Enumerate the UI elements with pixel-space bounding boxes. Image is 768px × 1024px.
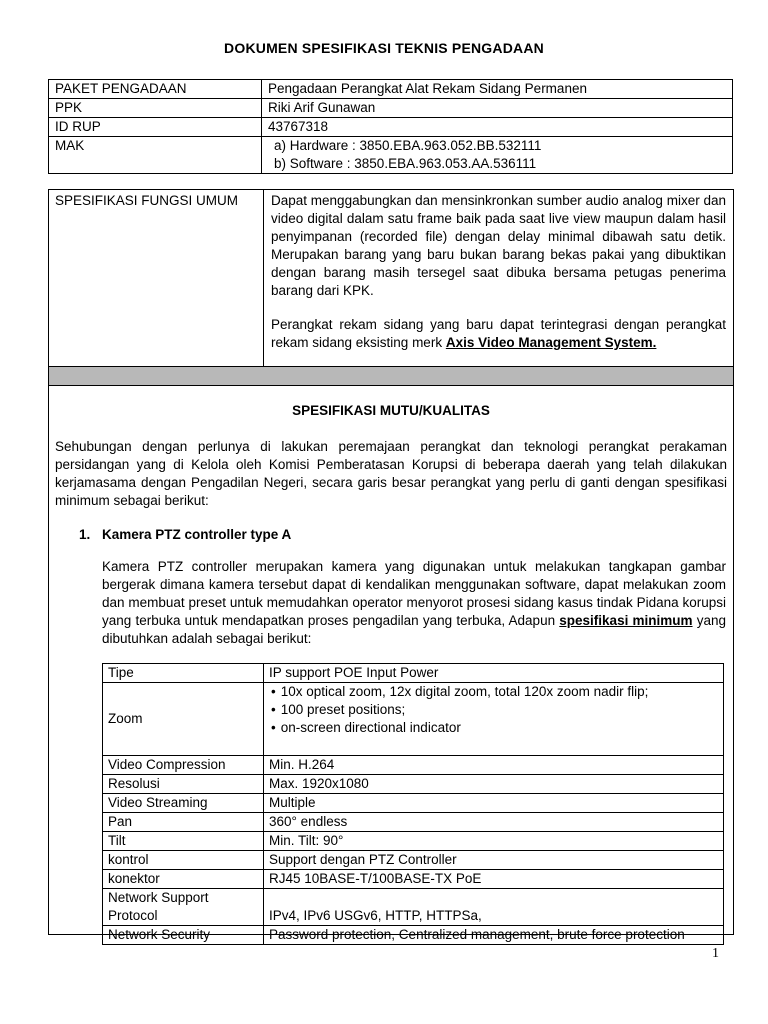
spec-value: Min. H.264: [264, 756, 724, 775]
general-function-content: [271, 192, 726, 352]
spec-value: Max. 1920x1080: [264, 775, 724, 794]
procurement-info-table: [48, 79, 733, 174]
ppk-label: PPK: [49, 99, 262, 118]
spec-value: Multiple: [264, 794, 724, 813]
zoom-list: [269, 683, 723, 737]
spec-label: kontrol: [103, 851, 264, 870]
spec-label: Pan: [103, 813, 264, 832]
item-description: [102, 558, 726, 648]
spec-value: RJ45 10BASE-T/100BASE-TX PoE: [264, 870, 724, 889]
list-item: • 10x optical zoom, 12x digital zoom, total 120x zoom nadir flip;: [269, 683, 723, 701]
table-row: [103, 775, 724, 794]
table-row: [49, 80, 733, 99]
general-function-paragraph-2: [271, 316, 726, 352]
list-item: • on-screen directional indicator: [269, 719, 723, 737]
general-function-paragraph-1: Dapat menggabungkan dan mensinkronkan sumber audio analog mixer dan video digital dalam satu frame baik pada saat live view maupun dalam hasil penyimpanan (recorded file) dengan delay minimal dibawah satu detik. Merupakan barang yang baru bukan barang bekas pakai yang dibuktikan dengan barang masih tersegel saat dibuka bersama petugas penerima barang dari KPK.: [271, 193, 726, 298]
item-description-suffix: yang dibutuhkan adalah sebagai berikut:: [102, 613, 726, 646]
spec-label: Network Security: [103, 926, 264, 945]
mak-label: MAK: [49, 137, 262, 174]
table-row: [103, 851, 724, 870]
axis-vms-reference: Axis Video Management System.: [445, 335, 657, 350]
spec-label: Video Streaming: [103, 794, 264, 813]
spec-label: Video Compression: [103, 756, 264, 775]
idrup-label: ID RUP: [49, 118, 262, 137]
column-divider: [263, 190, 264, 366]
spec-value: Support dengan PTZ Controller: [264, 851, 724, 870]
spec-label-line: Protocol: [108, 908, 158, 923]
table-row: [103, 832, 724, 851]
idrup-value: 43767318: [262, 118, 733, 137]
table-row: [103, 756, 724, 775]
spec-value: IPv4, IPv6 USGv6, HTTP, HTTPSa,: [264, 889, 724, 926]
table-row: [49, 118, 733, 137]
camera-spec-table: [102, 663, 724, 945]
ppk-value: Riki Arif Gunawan: [262, 99, 733, 118]
table-row: [103, 889, 724, 926]
paragraph-2-text: Perangkat rekam sidang yang baru dapat terintegrasi dengan perangkat rekam sidang eksisting merk: [271, 317, 726, 350]
table-row: [49, 99, 733, 118]
spec-label: konektor: [103, 870, 264, 889]
paket-value: Pengadaan Perangkat Alat Rekam Sidang Permanen: [262, 80, 733, 99]
table-row: [103, 926, 724, 945]
mak-value: [262, 137, 733, 174]
spec-label: Zoom: [103, 683, 264, 756]
spec-label: Resolusi: [103, 775, 264, 794]
document-title: DOKUMEN SPESIFIKASI TEKNIS PENGADAAN: [224, 40, 544, 56]
page-number: 1: [712, 946, 719, 961]
spec-value: IP support POE Input Power: [264, 664, 724, 683]
specification-box: [48, 189, 734, 942]
quality-section-title: SPESIFIKASI MUTU/KUALITAS: [292, 403, 490, 418]
spec-value: 360° endless: [264, 813, 724, 832]
zoom-values: [264, 683, 724, 756]
spec-label: [103, 889, 264, 926]
spec-value: Password protection, Centralized management, brute force protection: [264, 926, 724, 945]
zoom-cell-spacer: [269, 737, 723, 755]
spec-label: Tilt: [103, 832, 264, 851]
table-row: [103, 870, 724, 889]
quality-intro-paragraph: Sehubungan dengan perlunya di lakukan peremajaan perangkat dan teknologi perangkat perakaman persidangan yang di Kelola oleh Komisi Pemberatasan Korupsi di beberapa daerah yang telah dilakukan kerjamasama dengan Pengadilan Negeri, secara garis besar perangkat yang perlu di ganti dengan spesifikasi minimum sebagai berikut:: [55, 439, 727, 508]
mak-hardware: a) Hardware : 3850.EBA.963.052.BB.532111: [274, 138, 542, 153]
item-number: 1.: [79, 527, 91, 542]
mak-software: b) Software : 3850.EBA.963.053.AA.536111: [274, 156, 537, 171]
section-separator-band: [49, 367, 733, 386]
spec-label-line: Network Support: [108, 890, 209, 905]
spec-label: Tipe: [103, 664, 264, 683]
general-function-label: SPESIFIKASI FUNGSI UMUM: [55, 193, 239, 208]
table-row: [103, 813, 724, 832]
table-row: [49, 137, 733, 174]
general-function-row: [49, 190, 733, 367]
paket-label: PAKET PENGADAAN: [49, 80, 262, 99]
list-item: • 100 preset positions;: [269, 701, 723, 719]
item-title: Kamera PTZ controller type A: [102, 527, 292, 542]
table-row: [103, 664, 724, 683]
minimum-spec-emphasis: spesifikasi minimum: [559, 613, 693, 628]
item-description-text: Kamera PTZ controller merupakan kamera yang digunakan untuk melakukan tangkapan gambar bergerak dimana kamera tersebut dapat di kendalikan menggunakan software, dapat melakukan zoom dan membuat preset untuk memudahkan operator menyorot prosesi sidang kasus tindak Pidana korupsi yang terbuka untuk mendapatkan proses pengadilan yang terbuka, Adapun: [102, 559, 726, 628]
table-row: [103, 683, 724, 756]
table-row: [103, 794, 724, 813]
spec-value: Min. Tilt: 90°: [264, 832, 724, 851]
item-heading: [79, 527, 291, 542]
